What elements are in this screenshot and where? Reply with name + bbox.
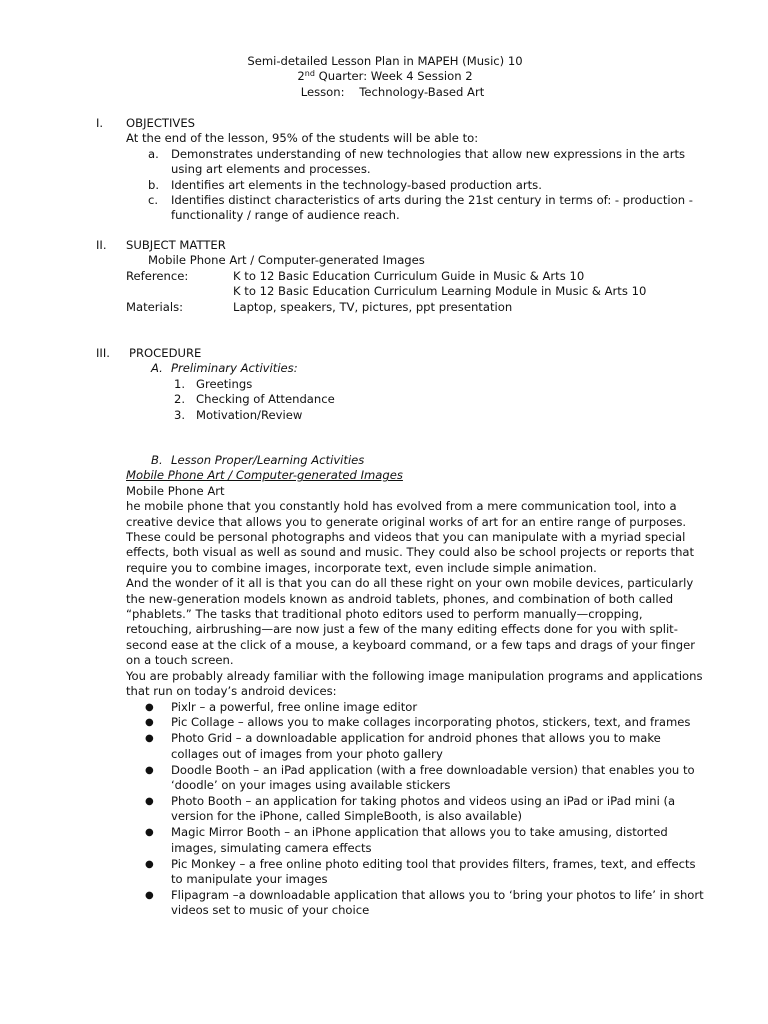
paragraph: he mobile phone that you constantly hold has evolved from a mere communication tool, into a creative device that allows you to generate original works of art for an entire range of purposes. These could be personal photographs and videos that you can manipulate with a myriad special effects, both visual as well as sound and music. They could also be school projects or reports that require you to combine images, incorporate text, even include simple animation.: [126, 499, 695, 575]
bullet-icon: ●: [145, 827, 154, 839]
header-lesson: [160, 85, 610, 100]
list-item: 2. Checking of Attendance: [174, 392, 335, 407]
list-item: ● Pic Monkey – a free online photo editing tool that provides filters, frames, text, and effects to manipulate your images: [145, 856, 696, 886]
list-item: ● Pixlr – a powerful, free online image editor: [145, 699, 418, 714]
list-item: 1. Greetings: [174, 376, 253, 391]
quarter-suffix: nd: [304, 69, 315, 79]
reference-value: K to 12 Basic Education Curriculum Learning Module in Music & Arts 10: [233, 284, 647, 299]
bullet-icon: ●: [145, 858, 154, 870]
procedure-section: [96, 346, 696, 423]
lesson-proper: [126, 453, 706, 919]
apps-list: [96, 700, 706, 919]
list-item: ● Pic Collage – allows you to make collages incorporating photos, stickers, text, and frames: [145, 715, 691, 730]
reference-value: K to 12 Basic Education Curriculum Guide in Music & Arts 10: [233, 268, 585, 283]
list-item: 3. Motivation/Review: [174, 407, 303, 422]
section-number: I.: [96, 116, 104, 130]
lesson-label: Lesson:: [300, 84, 345, 99]
list-item: ● Flipagram –a downloadable application that allows you to ‘bring your photos to life’ in short videos set to music of your choice: [145, 887, 704, 918]
preliminary-list: [96, 377, 696, 423]
subject-heading: [96, 238, 696, 253]
reference-row-2: [96, 284, 696, 299]
bullet-icon: ●: [145, 889, 154, 901]
materials-value: Laptop, speakers, TV, pictures, ppt presentation: [233, 299, 513, 314]
subject-section: [96, 238, 696, 315]
header-quarter: [160, 69, 610, 84]
reference-row: [96, 269, 696, 284]
list-item: ● Photo Grid – a downloadable application for android phones that allows you to make collages out of images from your photo gallery: [145, 731, 661, 761]
list-item: ● Photo Booth – an application for taking photos and videos using an iPad or iPad mini (a version for the iPhone, called SimpleBooth, is also available): [145, 793, 676, 824]
list-item: b. Identifies art elements in the technology-based production arts.: [148, 177, 542, 192]
list-item: a. Demonstrates understanding of new technologies that allow new expressions in the arts using art elements and processes.: [148, 146, 686, 177]
bullet-icon: ●: [145, 764, 154, 776]
subject-topic: Mobile Phone Art / Computer-generated Images: [148, 253, 425, 268]
section-title: SUBJECT MATTER: [126, 238, 226, 252]
header-title: Semi-detailed Lesson Plan in MAPEH (Music) 10: [247, 54, 523, 68]
objectives-section: [96, 116, 696, 224]
quarter-rest: Quarter: Week 4 Session 2: [314, 69, 473, 84]
section-title: OBJECTIVES: [126, 116, 196, 130]
objectives-list: [96, 147, 696, 224]
section-number: II.: [96, 238, 107, 252]
paragraph: And the wonder of it all is that you can do all these right on your own mobile devices, particularly the new-generation models known as android tablets, phones, and combination of both called “phablets.” The tasks that traditional photo editors used to perform manually—cropping, retouching, airbrushing—are now just a few of the many editing effects done for you with split-second ease at the click of a mouse, a keyboard command, or a few taps and drags of your finger on a touch screen.: [126, 576, 695, 668]
reference-label: Reference:: [126, 268, 189, 283]
procedure-heading: [96, 346, 696, 361]
preliminary-heading: A. Preliminary Activities:: [151, 361, 298, 376]
section-number: III.: [96, 346, 110, 360]
materials-row: [96, 300, 696, 315]
objectives-heading: [96, 116, 696, 131]
paragraph: You are probably already familiar with the following image manipulation programs and applications that run on today’s android devices:: [126, 668, 703, 699]
lesson-heading: Mobile Phone Art: [126, 483, 225, 498]
lesson-value: Technology-Based Art: [359, 84, 485, 99]
document-header: [160, 54, 610, 100]
quarter-number: 2: [297, 69, 305, 84]
bullet-icon: ●: [145, 733, 154, 745]
section-title: PROCEDURE: [129, 346, 202, 360]
lesson-proper-heading: B. Lesson Proper/Learning Activities: [151, 453, 365, 467]
bullet-icon: ●: [145, 795, 154, 807]
list-item: c. Identifies distinct characteristics of arts during the 21st century in terms of: - production - functionality / range of audience reach.: [148, 193, 693, 223]
materials-label: Materials:: [126, 299, 184, 314]
list-item: ● Magic Mirror Booth – an iPhone application that allows you to take amusing, distorted images, simulating camera effects: [145, 825, 668, 855]
list-item: ● Doodle Booth – an iPad application (with a free downloadable version) that enables you to ‘doodle’ on your images using available stickers: [145, 762, 695, 793]
bullet-icon: ●: [145, 717, 154, 729]
objectives-intro: At the end of the lesson, 95% of the students will be able to:: [126, 131, 479, 146]
lesson-subtitle: Mobile Phone Art / Computer-generated Images: [126, 468, 403, 483]
bullet-icon: ●: [145, 701, 154, 713]
